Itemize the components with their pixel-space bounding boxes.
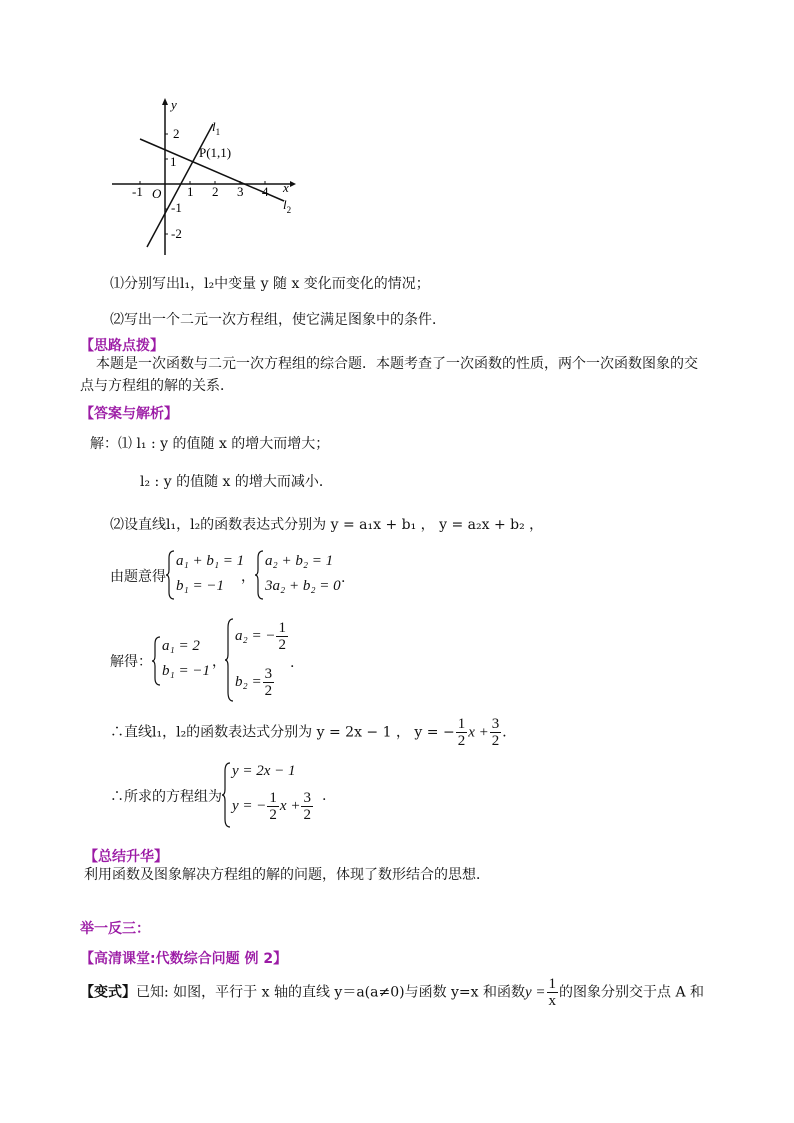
x-axis-label: x [283,180,289,195]
answer-line-2: l₂ : y 的值随 x 的增大而减小． [140,474,333,490]
svg-text:-2: -2 [171,226,182,241]
answer-line-7-prefix: ∴所求的方程组为 [110,789,222,805]
hint-line-2: 点与方程组的解的关系． [80,378,234,394]
hint-line-1: 本题是一次函数与二元一次方程组的综合题．本题考查了一次函数的性质，两个一次函数图象的交 [96,356,698,372]
solution-2-eq-2: b₂ = $\frac{3}{2}$ [235,666,273,699]
final-system-eq-2: y = − $\frac{1}{2}$ x + $\frac{3}{2}$ [232,790,311,823]
svg-text:2: 2 [173,126,180,141]
svg-text:1: 1 [187,184,194,199]
svg-text:-1: -1 [171,200,182,215]
solve-prefix: 解得： [110,654,152,670]
answer-line-3: ⑵设直线l₁，l₂的函数表达式分别为 y = a₁x + b₁ ， y = a₂x + b₂ ， [110,517,544,533]
variant-line: 【变式】已知: 如图，平行于 x 轴的直线 y＝a(a≠0)与函数 y=x 和函数y = $\frac{1}{x}$ 的图象分别交于点 A 和 [80,976,705,1009]
svg-text:1: 1 [170,154,177,169]
answer-title: 【答案与解析】 [80,406,178,422]
solution-1-eq-1: a₁ = 2 [162,638,200,654]
system-2-eq-1: a₂ + b₂ = 1 [265,553,334,569]
svg-text:4: 4 [262,184,269,199]
answer-line-6: ∴直线l₁，l₂的函数表达式分别为 y = 2x − 1 ， y = − $\frac{1}{2}$ x + $\frac{3}{2}$ ． [110,716,517,749]
given-prefix: 由题意得 [110,569,166,585]
question-1: ⑴分别写出l₁，l₂中变量 y 随 x 变化而变化的情况； [110,276,430,292]
variant-label: 【变式】 [80,984,136,1001]
solution-2-eq-1: a₂ = − $\frac{1}{2}$ [235,620,286,653]
svg-text:3: 3 [237,184,244,199]
svg-text:2: 2 [212,184,219,199]
x-axis-arrow [290,181,296,187]
y-axis-arrow [162,98,168,105]
final-system-eq-1: y = 2x − 1 [232,763,296,779]
svg-text:l2: $l_2$ [283,197,292,215]
svg-text:l1: $l_1$ [212,119,221,137]
system-1-eq-1: a₁ + b₁ = 1 [176,553,245,569]
question-2: ⑵写出一个二元一次方程组，使它满足图象中的条件． [110,312,446,328]
hint-title: 【思路点拨】 [80,338,164,354]
classroom-ref: 【高清课堂:代数综合问题 例 2】 [80,951,288,967]
svg-text:-1: -1 [132,184,143,199]
y-axis-label: y [171,97,177,112]
summary-text: 利用函数及图象解决方程组的解的问题，体现了数形结合的思想． [84,867,490,883]
system-1-eq-2: b₁ = −1 [176,578,224,594]
summary-title: 【总结升华】 [84,849,168,865]
answer-line-1: 解：⑴ l₁ : y 的值随 x 的增大而增大； [90,436,330,452]
coordinate-graph [100,95,300,260]
point-p-label: P(1,1) [199,145,232,160]
solution-1-eq-2: b₁ = −1 [162,663,210,679]
origin-label: O [152,186,162,201]
example-title: 举一反三： [80,921,150,937]
system-2-eq-2: 3a₂ + b₂ = 0 [265,578,341,594]
